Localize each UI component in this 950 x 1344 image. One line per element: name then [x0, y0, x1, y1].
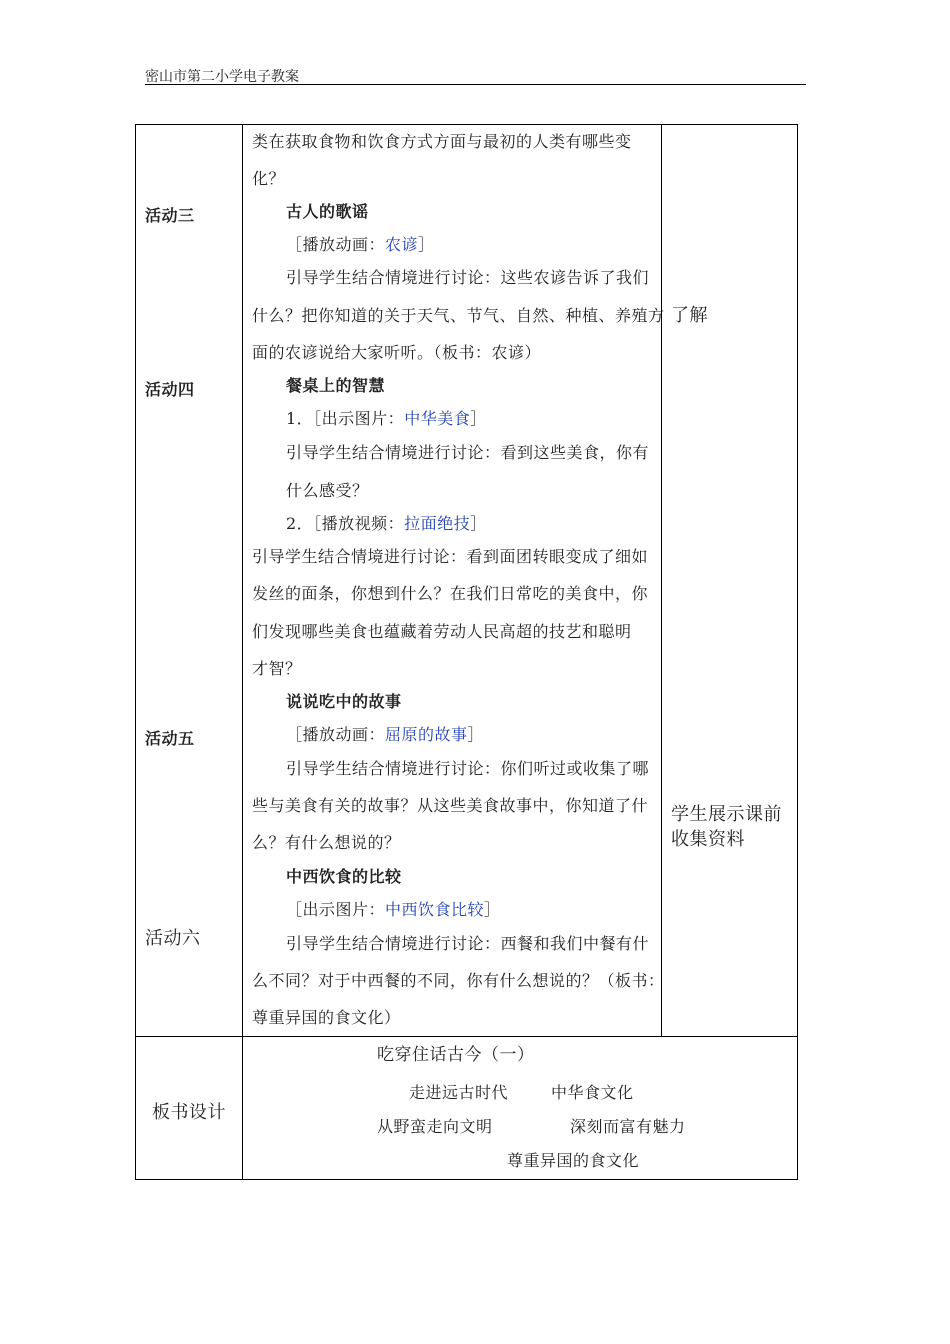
note-students-show-1: 学生展示课前	[671, 804, 782, 825]
section-3-question-3: 面的农谚说给大家听听。（板书：农谚）	[252, 343, 542, 362]
table-border-right	[797, 124, 798, 1180]
table-border-left	[135, 124, 136, 1180]
board-title: 吃穿住话古今（一）	[377, 1045, 535, 1065]
media-suffix: ］	[470, 514, 487, 533]
media-prefix: 1．［出示图片：	[286, 409, 405, 428]
section-3-question-1: 引导学生结合情境进行讨论：这些农谚告诉了我们	[286, 268, 650, 287]
section-4-question-2b: 发丝的面条，你想到什么？在我们日常吃的美食中，你	[252, 584, 649, 603]
media-suffix: ］	[467, 725, 485, 744]
media-suffix: ］	[484, 900, 501, 919]
media-link-nongyan[interactable]: 农谚	[385, 235, 419, 254]
table-col-divider-2	[661, 124, 662, 1037]
activity-4-label: 活动四	[145, 380, 195, 399]
media-link-food-comparison[interactable]: 中西饮食比较	[385, 900, 485, 919]
header-rule	[145, 84, 806, 85]
page-header-title: 密山市第二小学电子教案	[145, 69, 299, 85]
media-prefix: ［播放动画：	[286, 235, 386, 254]
section-5-media	[286, 722, 484, 745]
note-understand: 了解	[671, 305, 708, 326]
section-4-question-1a: 引导学生结合情境进行讨论：看到这些美食，你有	[286, 443, 650, 462]
table-border-bottom	[135, 1179, 798, 1180]
section-5-question-3: 么？有什么想说的？	[252, 833, 401, 852]
section-3-title: 古人的歌谣	[286, 202, 369, 221]
activity-5-label: 活动五	[145, 729, 195, 748]
section-3-media	[286, 232, 435, 255]
section-4-question-1b: 什么感受？	[286, 481, 369, 500]
board-item-toward-civilization: 从野蛮走向文明	[377, 1117, 493, 1136]
activity-6-label: 活动六	[145, 928, 201, 949]
intro-line-2: 化？	[252, 169, 286, 188]
section-6-question-1: 引导学生结合情境进行讨论：西餐和我们中餐有什	[286, 934, 650, 953]
section-4-question-2a: 引导学生结合情境进行讨论：看到面团转眼变成了细如	[252, 547, 649, 566]
section-4-media-1	[286, 406, 487, 429]
section-3-question-2: 什么？把你知道的关于天气、节气、自然、种植、养殖方	[252, 306, 665, 325]
board-item-ancient-times: 走进远古时代	[409, 1083, 509, 1102]
section-4-question-2d: 才智？	[252, 659, 302, 678]
media-link-quyuan-story[interactable]: 屈原的故事	[385, 725, 468, 744]
section-6-title: 中西饮食的比较	[286, 867, 402, 886]
table-col-divider-1	[242, 124, 243, 1180]
board-item-respect-foreign-culture: 尊重异国的食文化	[507, 1151, 640, 1170]
section-6-question-3: 尊重异国的食文化）	[252, 1008, 401, 1027]
section-4-title: 餐桌上的智慧	[286, 376, 386, 395]
section-5-question-1: 引导学生结合情境进行讨论：你们听过或收集了哪	[286, 759, 650, 778]
activity-3-label: 活动三	[145, 206, 195, 225]
board-item-chinese-food-culture: 中华食文化	[551, 1083, 634, 1102]
board-design-label: 板书设计	[152, 1102, 226, 1123]
section-4-question-2c: 们发现哪些美食也蕴藏着劳动人民高超的技艺和聪明	[252, 622, 632, 641]
media-prefix: 2．［播放视频：	[286, 514, 405, 533]
table-row-divider	[135, 1036, 798, 1037]
section-6-question-2: 么不同？对于中西餐的不同，你有什么想说的？（板书：	[252, 971, 665, 990]
media-suffix: ］	[470, 409, 487, 428]
section-4-media-2	[286, 511, 487, 534]
intro-line-1: 类在获取食物和饮食方式方面与最初的人类有哪些变	[252, 132, 632, 151]
section-5-title: 说说吃中的故事	[286, 692, 402, 711]
board-item-profound-charm: 深刻而富有魅力	[570, 1117, 686, 1136]
section-6-media	[286, 897, 501, 920]
media-link-chinese-food[interactable]: 中华美食	[404, 409, 471, 428]
section-5-question-2: 些与美食有关的故事？从这些美食故事中，你知道了什	[252, 796, 649, 815]
table-border-top	[135, 124, 798, 125]
media-prefix: ［出示图片：	[286, 900, 386, 919]
media-link-noodle-skill[interactable]: 拉面绝技	[404, 514, 471, 533]
note-students-show-2: 收集资料	[671, 829, 745, 850]
media-suffix: ］	[418, 235, 435, 254]
media-prefix: ［播放动画：	[286, 725, 386, 744]
